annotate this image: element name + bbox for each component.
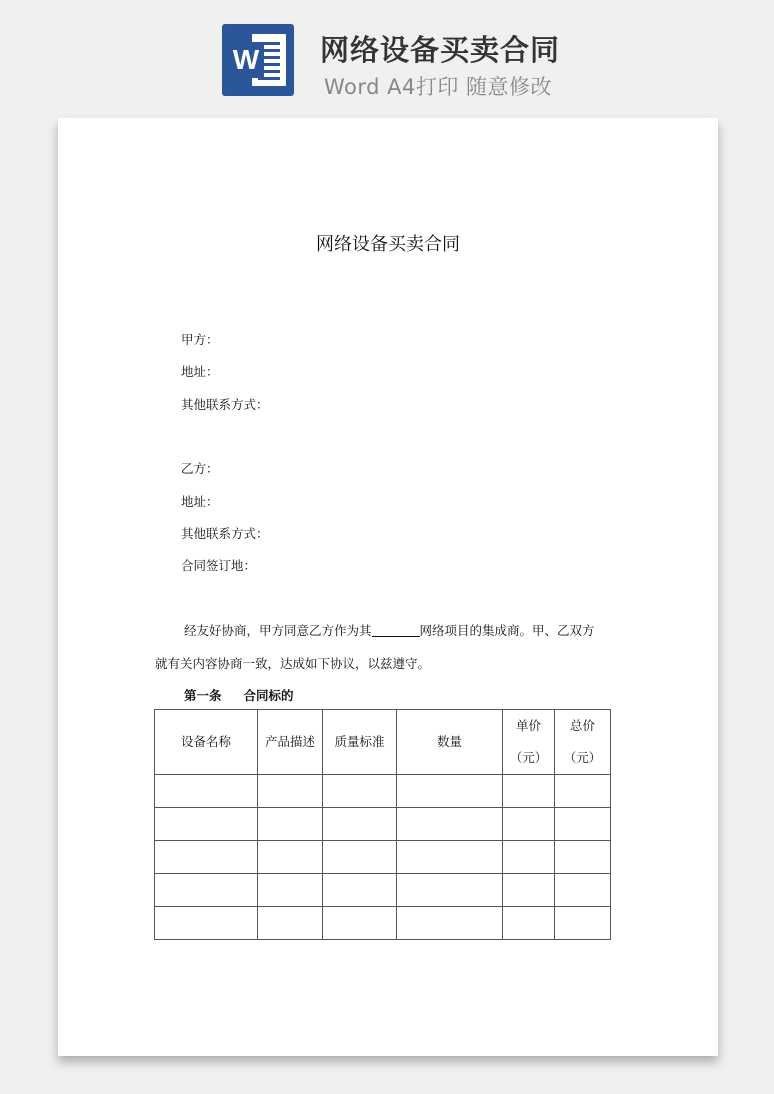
table-cell[interactable] <box>155 907 258 940</box>
table-cell[interactable] <box>397 775 503 808</box>
header-equipment-name: 设备名称 <box>155 710 258 775</box>
table-cell[interactable] <box>555 907 611 940</box>
table-cell[interactable] <box>503 841 555 874</box>
table-cell[interactable] <box>503 907 555 940</box>
word-icon <box>222 24 294 96</box>
table-row <box>155 841 611 874</box>
article-1-heading <box>184 686 294 704</box>
party-b-name-label: 乙方： <box>181 461 219 476</box>
table-cell[interactable] <box>258 841 323 874</box>
header-product-description: 产品描述 <box>258 710 323 775</box>
table-cell[interactable] <box>503 808 555 841</box>
table-cell[interactable] <box>397 874 503 907</box>
party-b-contact-label: 其他联系方式： <box>181 526 269 541</box>
page-header <box>0 0 774 118</box>
header-subtitle: Word A4打印 随意修改 <box>324 75 553 99</box>
table-cell[interactable] <box>323 808 397 841</box>
document-page <box>58 118 718 1056</box>
table-cell[interactable] <box>555 874 611 907</box>
equipment-table <box>154 709 611 940</box>
header-unit-price: 单价 （元） <box>503 710 555 775</box>
header-quality-standard: 质量标准 <box>323 710 397 775</box>
table-header-row <box>155 710 611 775</box>
table-row <box>155 907 611 940</box>
project-name-blank <box>372 624 420 637</box>
table-cell[interactable] <box>258 907 323 940</box>
table-row <box>155 808 611 841</box>
party-a-address-label: 地址： <box>181 364 219 379</box>
table-cell[interactable] <box>397 841 503 874</box>
table-cell[interactable] <box>323 775 397 808</box>
table-cell[interactable] <box>155 775 258 808</box>
document-title: 网络设备买卖合同 <box>316 234 460 255</box>
party-a-name-label: 甲方： <box>181 332 219 347</box>
party-b-address-label: 地址： <box>181 494 219 509</box>
table-cell[interactable] <box>258 775 323 808</box>
table-cell[interactable] <box>323 841 397 874</box>
signing-place-label: 合同签订地： <box>181 558 257 573</box>
table-cell[interactable] <box>397 808 503 841</box>
intro-paragraph-line2: 就有关内容协商一致，达成如下协议，以兹遵守。 <box>155 656 431 671</box>
intro-line1-post: 网络项目的集成商。甲、乙双方 <box>419 623 595 638</box>
table-cell[interactable] <box>555 841 611 874</box>
word-icon-letter: W <box>228 42 264 78</box>
table-row <box>155 775 611 808</box>
table-cell[interactable] <box>155 874 258 907</box>
intro-line1-pre: 经友好协商，甲方同意乙方作为其 <box>184 623 372 638</box>
table-cell[interactable] <box>555 808 611 841</box>
header-quantity: 数量 <box>397 710 503 775</box>
table-cell[interactable] <box>155 841 258 874</box>
table-cell[interactable] <box>258 808 323 841</box>
table-cell[interactable] <box>397 907 503 940</box>
header-total-price: 总价 （元） <box>555 710 611 775</box>
table-cell[interactable] <box>323 874 397 907</box>
table-cell[interactable] <box>503 775 555 808</box>
article-1-number: 第一条 <box>184 688 222 703</box>
header-title: 网络设备买卖合同 <box>320 33 561 67</box>
table-cell[interactable] <box>555 775 611 808</box>
party-a-contact-label: 其他联系方式： <box>181 397 269 412</box>
table-cell[interactable] <box>155 808 258 841</box>
table-cell[interactable] <box>323 907 397 940</box>
intro-paragraph-line1 <box>184 621 595 639</box>
table-cell[interactable] <box>503 874 555 907</box>
table-cell[interactable] <box>258 874 323 907</box>
article-1-title: 合同标的 <box>243 688 294 703</box>
table-row <box>155 874 611 907</box>
